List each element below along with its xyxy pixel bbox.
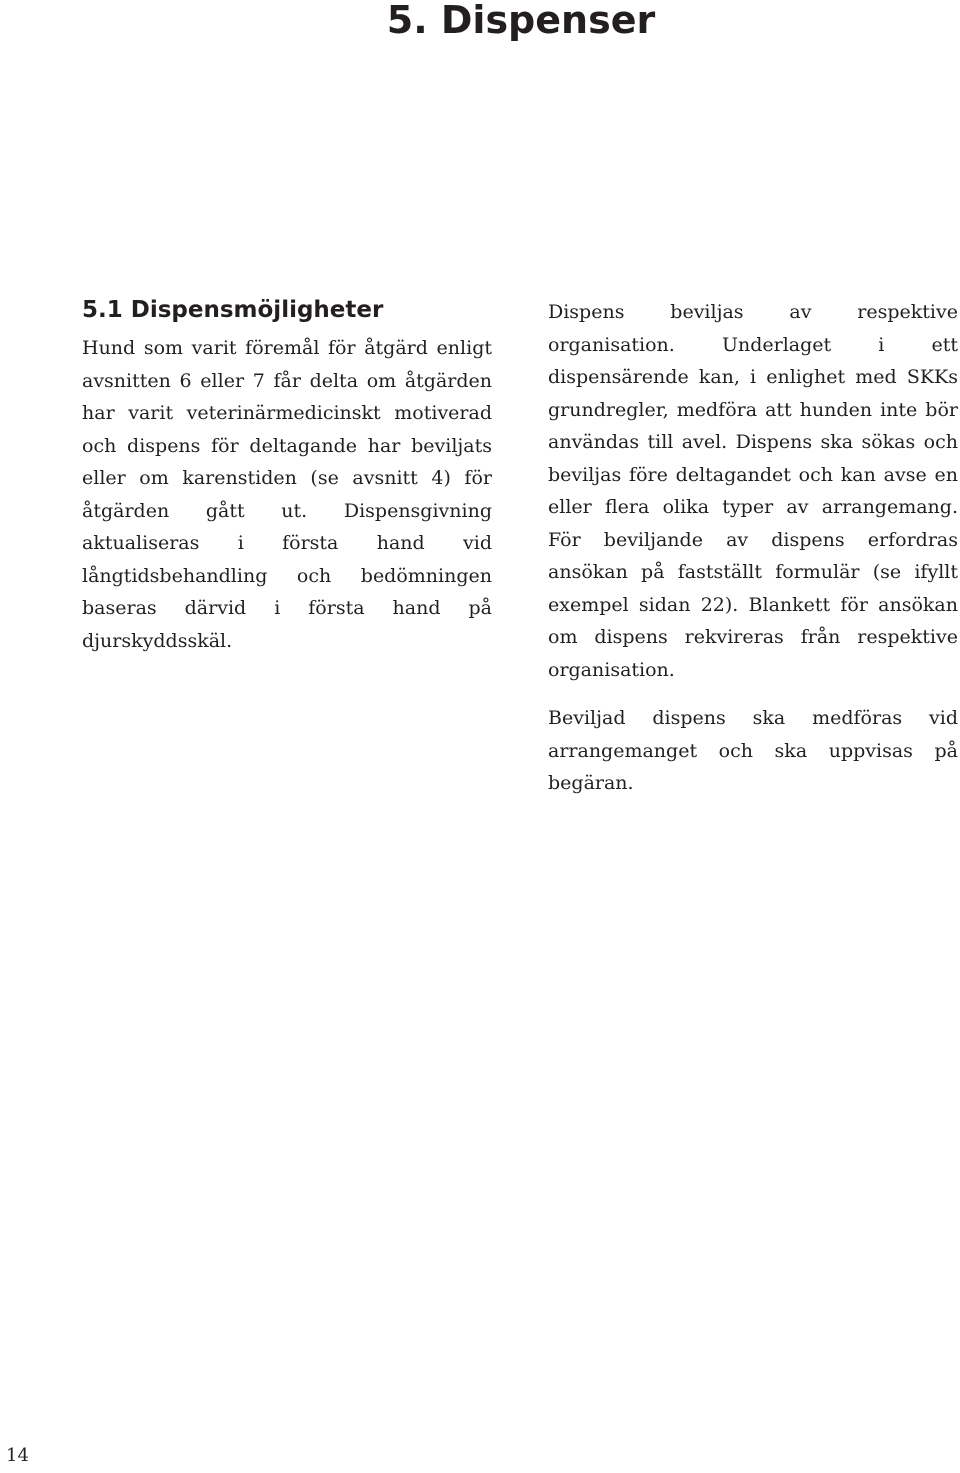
section-heading: 5.1 Dispensmöjligheter xyxy=(82,297,384,323)
right-paragraph-1: Dispens beviljas av respektive organisation. Underlaget i ett dispensärende kan, i enlighet med SKKs grundregler, medföra att hunden inte bör användas till avel. Dispens ska sökas och beviljas före deltagandet och kan avse en eller flera olika typer av arrangemang. För beviljande av dispens erfordras ansökan på fastställt formulär (se ifyllt exempel sidan 22). Blankett för ansökan om dispens rekvireras från respektive organisation. xyxy=(548,301,958,681)
left-paragraph-1: Hund som varit föremål för åtgärd enligt avsnitten 6 eller 7 får delta om åtgärden har varit veterinärmedicinskt motiverad och dispens för deltagande har beviljats eller om karenstiden (se avsnitt 4) för åtgärden gått ut. Dispensgivning aktualiseras i första hand vid långtidsbehandling och bedömningen baseras därvid i första hand på djurskyddsskäl. xyxy=(82,337,492,652)
right-column xyxy=(548,296,958,800)
right-paragraph-2: Beviljad dispens ska medföras vid arrangemanget och ska uppvisas på begäran. xyxy=(548,707,958,794)
left-column xyxy=(82,332,492,657)
page-number: 14 xyxy=(6,1445,29,1466)
chapter-title: 5. Dispenser xyxy=(386,0,656,42)
